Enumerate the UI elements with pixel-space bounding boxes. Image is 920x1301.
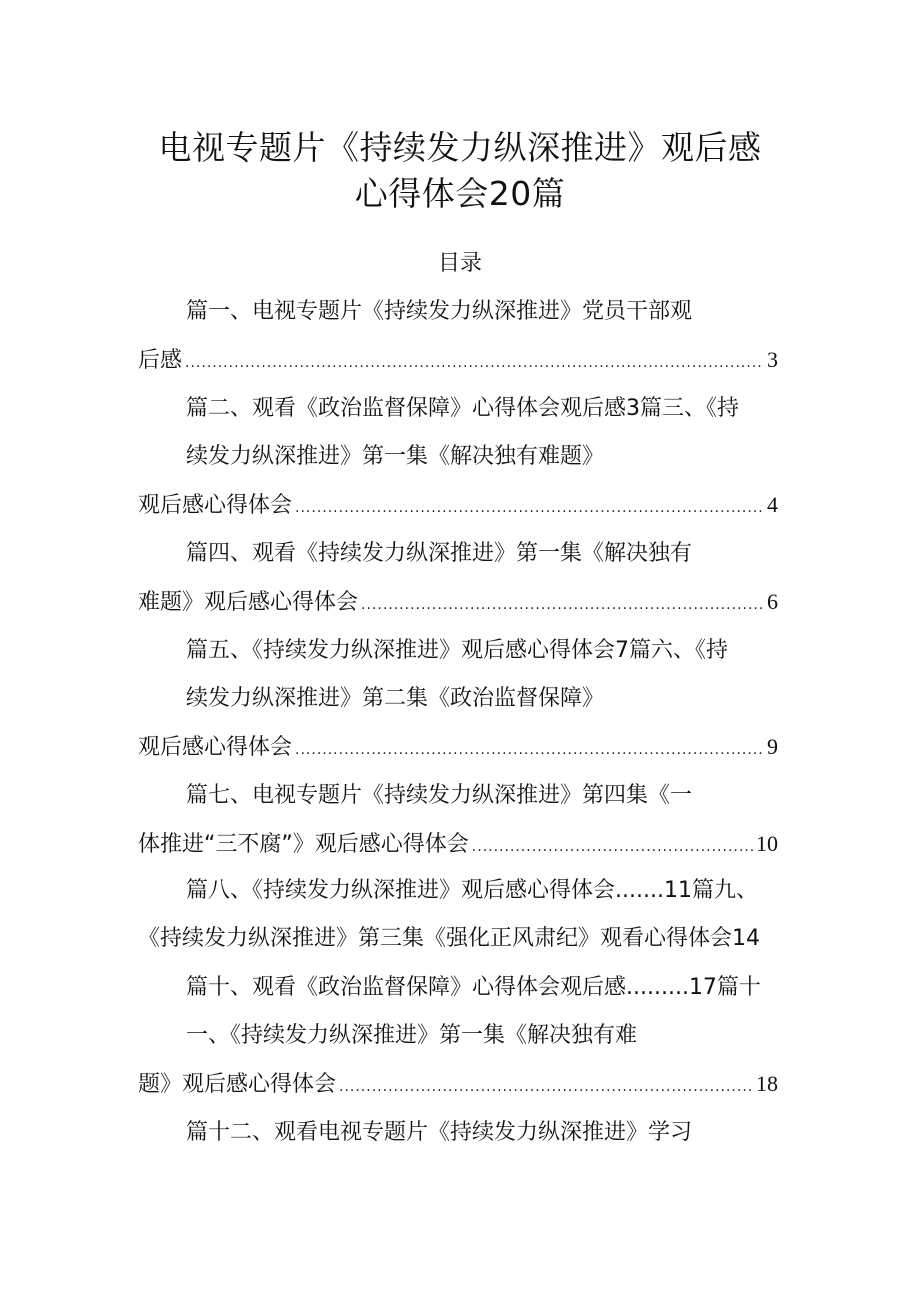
toc-entry-4-text: 观后感心得体会 — [138, 735, 293, 760]
toc-entry-4-line-2: 续发力纵深推进》第二集《政治监督保障》 — [186, 686, 605, 711]
toc-entry-5-text: 体推进“三不腐”》观后感心得体会 — [138, 832, 469, 857]
toc-entry-7-text: 题》观后感心得体会 — [138, 1072, 337, 1097]
toc-entry-4-page: 9 — [767, 734, 778, 759]
toc-entry-1-text: 后感 — [138, 348, 183, 373]
toc-entry-7-line-1: 篇十、观看《政治监督保障》心得体会观后感.........17篇十 — [186, 975, 761, 1000]
dot-leader — [185, 348, 764, 378]
toc-entry-6-line-2: 《持续发力纵深推进》第三集《强化正风肃纪》观看心得体会14 — [138, 926, 760, 951]
toc-entry-5-line-1: 篇七、电视专题片《持续发力纵深推进》第四集《一 — [186, 783, 693, 808]
dot-leader — [295, 493, 764, 523]
toc-entry-2-page: 4 — [767, 492, 778, 517]
toc-entry-3-page: 6 — [767, 589, 778, 614]
toc-entry-7[interactable] — [138, 1069, 778, 1102]
toc-entry-7-line-2: 一、《持续发力纵深推进》第一集《解决独有难 — [186, 1023, 638, 1048]
toc-entry-2-line-2: 续发力纵深推进》第一集《解决独有难题》 — [186, 444, 605, 469]
toc-entry-4[interactable] — [138, 732, 778, 765]
toc-entry-5-page: 10 — [756, 831, 778, 856]
dot-leader — [472, 832, 753, 862]
toc-entry-7-page: 18 — [756, 1071, 778, 1096]
toc-entry-2[interactable] — [138, 490, 778, 523]
document-title-line-2: 心得体会20篇 — [354, 174, 566, 213]
toc-entry-8-line-1: 篇十二、观看电视专题片《持续发力纵深推进》学习 — [186, 1120, 693, 1145]
toc-entry-3-line-1: 篇四、观看《持续发力纵深推进》第一集《解决独有 — [186, 541, 693, 566]
toc-entry-1-page: 3 — [767, 347, 778, 372]
dot-leader — [295, 735, 764, 765]
dot-leader — [339, 1072, 753, 1102]
dot-leader — [361, 590, 764, 620]
toc-entry-2-text: 观后感心得体会 — [138, 493, 293, 518]
toc-entry-3-text: 难题》观后感心得体会 — [138, 590, 359, 615]
toc-entry-3[interactable] — [138, 587, 778, 620]
document-title-line-1: 电视专题片《持续发力纵深推进》观后感 — [158, 128, 762, 167]
toc-entry-1-line-1: 篇一、电视专题片《持续发力纵深推进》党员干部观 — [186, 299, 693, 324]
toc-entry-5[interactable] — [138, 829, 778, 862]
toc-entry-6-line-1: 篇八、《持续发力纵深推进》观后感心得体会.......11篇九、 — [186, 878, 758, 903]
toc-entry-2-line-1: 篇二、观看《政治监督保障》心得体会观后感3篇三、《持 — [186, 396, 739, 421]
toc-entry-1[interactable] — [138, 345, 778, 378]
toc-heading: 目录 — [437, 251, 482, 276]
toc-entry-4-line-1: 篇五、《持续发力纵深推进》观后感心得体会7篇六、《持 — [186, 638, 728, 663]
